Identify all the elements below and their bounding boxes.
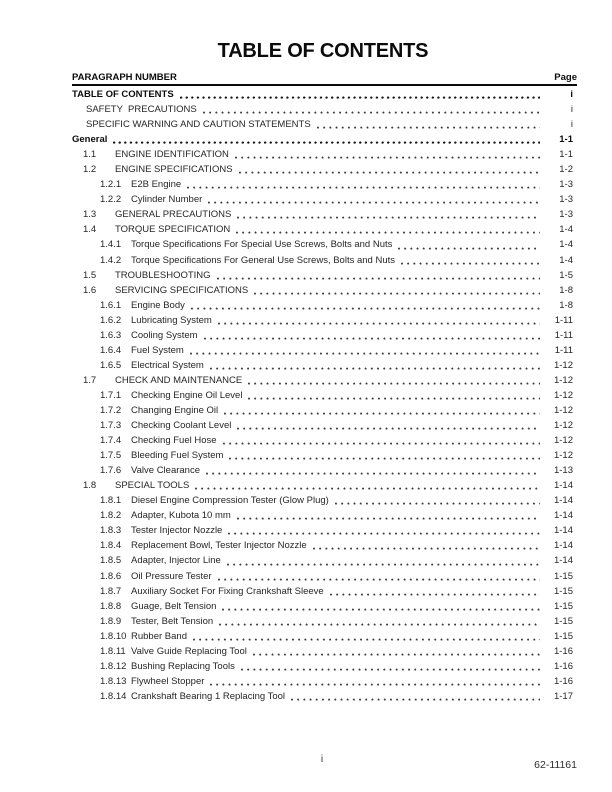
toc-entry-label: SAFETY PRECAUTIONS: [86, 104, 197, 116]
toc-entry-page: 1-14: [553, 555, 573, 567]
toc-entry-page: 1-14: [553, 480, 573, 492]
toc-entry: [72, 207, 577, 222]
dot-leader: [317, 126, 540, 129]
toc-entry: [72, 373, 577, 388]
toc-entry: [72, 162, 577, 177]
toc-entry-label: GENERAL PRECAUTIONS: [115, 209, 232, 221]
toc-entry-label: Rubber Band: [131, 630, 187, 642]
toc-entry: [72, 433, 577, 448]
toc-entry-page: 1-12: [553, 389, 573, 401]
toc-entry-number: 1.7.2: [100, 404, 122, 416]
toc-entry-page: 1-14: [553, 495, 573, 507]
dot-leader: [193, 638, 540, 641]
dot-leader: [195, 487, 540, 490]
paragraph-number-heading: PARAGRAPH NUMBER: [72, 72, 177, 83]
toc-entry-page: 1-11: [554, 344, 573, 356]
toc-entry-number: 1.7.1: [100, 389, 122, 401]
toc-entry: [72, 147, 577, 162]
dot-leader: [291, 698, 540, 701]
toc-entry-label: Replacement Bowl, Tester Injector Nozzle: [131, 540, 307, 552]
toc-entry-number: 1.1: [83, 149, 97, 161]
toc-entry-label: Oil Pressure Tester: [131, 570, 212, 582]
dot-leader: [219, 623, 540, 626]
toc-entry: [72, 463, 577, 478]
toc-entry-label: Checking Fuel Hose: [131, 435, 217, 447]
toc-entry-label: TROUBLESHOOTING: [115, 269, 211, 281]
toc-entry-page: 1-15: [553, 630, 573, 642]
toc-entry-number: 1.2.2: [100, 194, 122, 206]
toc-entry-number: 1.8.1: [100, 495, 122, 507]
toc-entry-label: SPECIFIC WARNING AND CAUTION STATEMENTS: [86, 119, 311, 131]
toc-entry-page: 1-15: [553, 570, 573, 582]
toc-entry-number: 1.8.8: [100, 600, 122, 612]
dot-leader: [236, 231, 540, 234]
dot-leader: [398, 247, 540, 250]
toc-entry-page: 1-12: [553, 435, 573, 447]
toc-entry: [72, 448, 577, 463]
toc-entry-number: 1.6.5: [100, 359, 122, 371]
toc-content: [72, 72, 577, 704]
dot-leader: [210, 683, 540, 686]
toc-list: [72, 87, 577, 704]
dot-leader: [248, 382, 540, 385]
toc-entry-page: 1-5: [559, 269, 573, 281]
toc-entry-number: 1.7: [83, 374, 97, 386]
toc-entry-page: 1-3: [559, 209, 573, 221]
page-heading: Page: [554, 72, 577, 83]
toc-entry-page: 1-2: [559, 164, 573, 176]
toc-entry-number: 1.8.5: [100, 555, 122, 567]
toc-entry: [72, 538, 577, 553]
dot-leader: [191, 307, 540, 310]
dot-leader: [218, 578, 540, 581]
toc-entry-page: 1-12: [553, 420, 573, 432]
toc-entry-page: 1-17: [553, 690, 573, 702]
toc-entry: [72, 523, 577, 538]
toc-entry-number: 1.4.2: [100, 254, 122, 266]
dot-leader: [237, 427, 540, 430]
dot-leader: [313, 547, 540, 550]
toc-entry-label: Cooling System: [131, 329, 198, 341]
toc-entry-label: Tester, Belt Tension: [131, 615, 214, 627]
toc-entry-page: i: [570, 119, 573, 131]
toc-entry: [72, 553, 577, 568]
toc-entry-page: 1-15: [553, 600, 573, 612]
toc-entry-page: 1-13: [553, 465, 573, 477]
toc-entry-label: Guage, Belt Tension: [131, 600, 217, 612]
toc-entry-number: 1.8.11: [100, 645, 126, 657]
toc-entry: [72, 599, 577, 614]
toc-entry-label: Lubricating System: [131, 314, 212, 326]
toc-entry-number: 1.8.7: [100, 585, 122, 597]
toc-entry: [72, 493, 577, 508]
toc-entry-number: 1.2.1: [100, 179, 122, 191]
dot-leader: [180, 96, 540, 99]
dot-leader: [330, 593, 540, 596]
toc-entry: [72, 388, 577, 403]
toc-entry-page: 1-1: [559, 149, 573, 161]
toc-entry: [72, 237, 577, 252]
toc-entry: [72, 87, 577, 102]
toc-entry-page: 1-4: [559, 254, 573, 266]
toc-entry: [72, 358, 577, 373]
folio-page-number: i: [320, 754, 324, 765]
toc-entry-number: 1.8.9: [100, 615, 122, 627]
toc-entry-number: 1.8: [83, 480, 97, 492]
toc-entry-label: Auxiliary Socket For Fixing Crankshaft Sleeve: [131, 585, 324, 597]
dot-leader: [218, 322, 540, 325]
toc-entry: [72, 569, 577, 584]
toc-entry: [72, 102, 577, 117]
dot-leader: [237, 517, 540, 520]
toc-entry-number: 1.7.4: [100, 435, 122, 447]
toc-entry: [72, 614, 577, 629]
toc-entry: [72, 478, 577, 493]
toc-entry-label: Engine Body: [131, 299, 185, 311]
dot-leader: [253, 653, 540, 656]
toc-entry-label: General: [72, 134, 108, 146]
toc-entry-number: 1.8.4: [100, 540, 122, 552]
toc-entry-label: Checking Coolant Level: [131, 420, 232, 432]
toc-entry-label: SPECIAL TOOLS: [115, 480, 190, 492]
toc-entry-label: E2B Engine: [131, 179, 182, 191]
toc-entry-label: Flywheel Stopper: [131, 675, 205, 687]
toc-entry-page: 1-12: [553, 450, 573, 462]
toc-entry: [72, 177, 577, 192]
toc-entry: [72, 132, 577, 147]
dot-leader: [241, 668, 540, 671]
toc-entry-number: 1.4: [83, 224, 97, 236]
dot-leader: [187, 186, 540, 189]
toc-entry-label: Diesel Engine Compression Tester (Glow Plug): [131, 495, 329, 507]
toc-entry: [72, 689, 577, 704]
dot-leader: [227, 563, 540, 566]
toc-entry-label: Adapter, Kubota 10 mm: [131, 510, 231, 522]
toc-entry-number: 1.6: [83, 284, 97, 296]
toc-entry-page: 1-15: [553, 615, 573, 627]
toc-entry-label: Torque Specifications For Special Use Screws, Bolts and Nuts: [131, 239, 393, 251]
toc-entry-page: 1-4: [559, 224, 573, 236]
toc-entry-label: Adapter, Injector Line: [131, 555, 221, 567]
toc-entry-number: 1.2: [83, 164, 97, 176]
toc-entry-label: TABLE OF CONTENTS: [72, 89, 174, 100]
toc-entry-number: 1.6.2: [100, 314, 122, 326]
toc-entry-number: 1.7.3: [100, 420, 122, 432]
toc-entry-label: ENGINE SPECIFICATIONS: [115, 164, 233, 176]
dot-leader: [401, 262, 540, 265]
dot-leader: [204, 337, 540, 340]
toc-entry: [72, 328, 577, 343]
dot-leader: [335, 502, 540, 505]
dot-leader: [224, 412, 540, 415]
toc-entry-page: i: [570, 104, 573, 116]
toc-entry-number: 1.8.2: [100, 510, 122, 522]
toc-entry-number: 1.4.1: [100, 239, 122, 251]
toc-entry: [72, 117, 577, 132]
document-number: 62-11161: [534, 759, 577, 771]
toc-entry-page: 1-3: [559, 194, 573, 206]
dot-leader: [210, 367, 540, 370]
toc-entry-label: Electrical System: [131, 359, 204, 371]
toc-entry-label: ENGINE IDENTIFICATION: [115, 149, 229, 161]
toc-entry-page: 1-11: [554, 329, 573, 341]
dot-leader: [248, 397, 540, 400]
toc-entry: [72, 192, 577, 207]
toc-entry: [72, 584, 577, 599]
dot-leader: [190, 352, 540, 355]
toc-entry-page: 1-16: [553, 645, 573, 657]
toc-entry-label: Bushing Replacing Tools: [131, 660, 235, 672]
toc-entry-label: Cylinder Number: [131, 194, 203, 206]
toc-entry-label: SERVICING SPECIFICATIONS: [115, 284, 249, 296]
toc-entry-label: Fuel System: [131, 344, 184, 356]
toc-entry-number: 1.6.1: [100, 299, 122, 311]
dot-leader: [208, 201, 540, 204]
toc-entry-page: 1-3: [559, 179, 573, 191]
dot-leader: [206, 472, 540, 475]
toc-entry-label: Bleeding Fuel System: [131, 450, 224, 462]
toc-entry-number: 1.7.5: [100, 450, 122, 462]
toc-entry-number: 1.7.6: [100, 465, 122, 477]
toc-entry-label: Changing Engine Oil: [131, 404, 219, 416]
toc-entry-label: Checking Engine Oil Level: [131, 389, 243, 401]
toc-entry-label: Crankshaft Bearing 1 Replacing Tool: [131, 690, 286, 702]
dot-leader: [223, 442, 540, 445]
toc-entry-page: 1-4: [559, 239, 573, 251]
dot-leader: [203, 111, 540, 114]
toc-entry: [72, 313, 577, 328]
toc-entry: [72, 283, 577, 298]
toc-entry: [72, 629, 577, 644]
toc-entry-page: 1-14: [553, 525, 573, 537]
toc-entry-page: 1-1: [559, 134, 573, 146]
toc-entry-label: CHECK AND MAINTENANCE: [115, 374, 243, 386]
toc-entry-page: 1-16: [553, 660, 573, 672]
toc-entry-number: 1.8.3: [100, 525, 122, 537]
toc-entry-number: 1.6.4: [100, 344, 122, 356]
toc-entry-page: 1-14: [553, 510, 573, 522]
toc-entry: [72, 674, 577, 689]
page-title: TABLE OF CONTENTS: [217, 40, 429, 62]
toc-entry-label: Valve Clearance: [131, 465, 201, 477]
toc-entry-label: Valve Guide Replacing Tool: [131, 645, 247, 657]
dot-leader: [229, 457, 540, 460]
toc-entry: [72, 298, 577, 313]
toc-entry-number: 1.8.13: [100, 675, 127, 687]
toc-entry: [72, 644, 577, 659]
dot-leader: [254, 292, 540, 295]
toc-entry: [72, 508, 577, 523]
dot-leader: [235, 156, 540, 159]
toc-entry: [72, 343, 577, 358]
toc-entry-number: 1.8.14: [100, 690, 127, 702]
toc-entry: [72, 659, 577, 674]
toc-entry-number: 1.3: [83, 209, 97, 221]
toc-entry-page: 1-16: [553, 675, 573, 687]
dot-leader: [222, 608, 540, 611]
toc-entry-page: 1-8: [559, 299, 573, 311]
dot-leader: [237, 216, 540, 219]
toc-entry: [72, 403, 577, 418]
dot-leader: [228, 532, 540, 535]
toc-entry: [72, 222, 577, 237]
toc-entry-number: 1.6.3: [100, 329, 122, 341]
toc-column-header: [72, 72, 577, 86]
toc-entry-number: 1.8.10: [100, 630, 127, 642]
toc-entry: [72, 268, 577, 283]
toc-entry: [72, 253, 577, 268]
toc-entry-page: 1-11: [554, 314, 573, 326]
toc-entry-page: 1-12: [553, 404, 573, 416]
toc-entry-page: 1-12: [553, 374, 573, 386]
toc-entry: [72, 418, 577, 433]
toc-entry-number: 1.8.12: [100, 660, 127, 672]
toc-entry-number: 1.8.6: [100, 570, 122, 582]
toc-entry-label: Torque Specifications For General Use Screws, Bolts and Nuts: [131, 254, 396, 266]
toc-entry-page: i: [570, 89, 573, 100]
toc-entry-page: 1-15: [553, 585, 573, 597]
toc-entry-label: TORQUE SPECIFICATION: [115, 224, 231, 236]
toc-entry-number: 1.5: [83, 269, 97, 281]
toc-entry-page: 1-12: [553, 359, 573, 371]
toc-entry-label: Tester Injector Nozzle: [131, 525, 223, 537]
dot-leader: [239, 171, 540, 174]
toc-entry-page: 1-8: [559, 284, 573, 296]
dot-leader: [113, 141, 540, 144]
dot-leader: [217, 277, 540, 280]
toc-entry-page: 1-14: [553, 540, 573, 552]
